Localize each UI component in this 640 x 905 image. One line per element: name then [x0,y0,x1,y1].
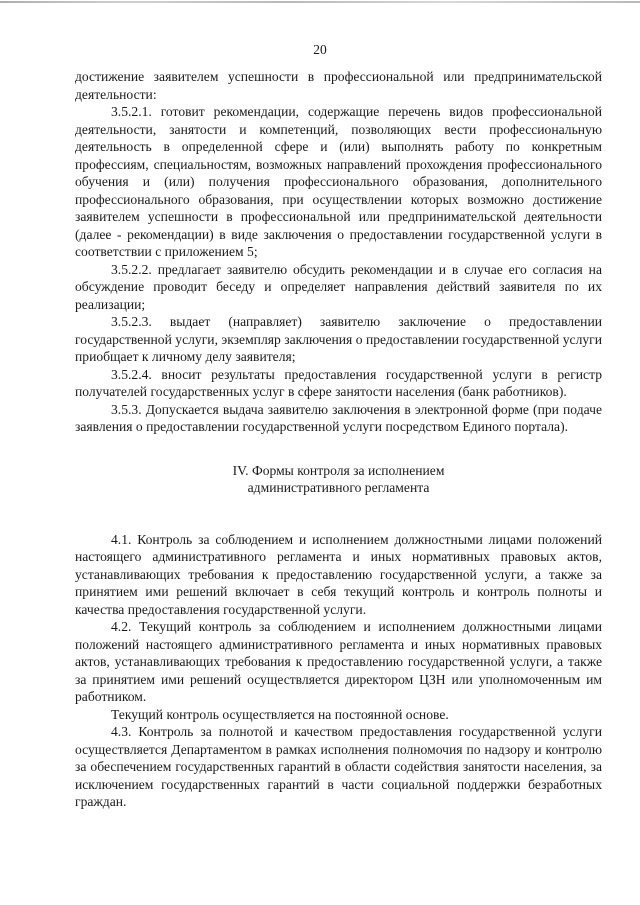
page-number: 20 [313,42,327,57]
section-heading [75,462,602,497]
paragraph-3-5-2-2: 3.5.2.2. предлагает заявителю обсудить рекомендации и в случае его согласия на обсуждение проводит беседу и определяет направления действий заявителя по их реализации; [75,261,602,312]
section-heading-line-1: IV. Формы контроля за исполнением [232,462,445,478]
paragraph-3-5-2-4: 3.5.2.4. вносит результаты предоставления государственной услуги в регистр получателей государственных услуг в сфере занятости населения (банк работников). [75,366,602,399]
paragraph-4-1: 4.1. Контроль за соблюдением и исполнением должностными лицами положений настоящего административного регламента и иных нормативных правовых актов, устанавливающих требования к предоставлению государственной услуги, а также за принятием ими решений включает в себя текущий контроль и контроль полноты и качества предоставления государственной услуги. [75,531,602,617]
paragraph-current-control: Текущий контроль осуществляется на постоянной основе. [111,706,449,722]
paragraph-3-5-3: 3.5.3. Допускается выдача заявителю заключения в электронной форме (при подаче заявления о предоставлении государственной услуги посредством Единого портала). [75,401,602,434]
paragraph-3-5-2-3: 3.5.2.3. выдает (направляет) заявителю заключение о предоставлении государственной услуги, экземпляр заключения о предоставлении государственной услуги приобщает к личному делу заявителя; [75,314,602,364]
paragraph-4-3: 4.3. Контроль за полнотой и качеством предоставления государственной услуги осуществляется Департаментом в рамках исполнения полномочия по надзору и контролю за обеспечением государственных гарантий в области содействия занятости населения, за исключением государственных гарантий в части социальной поддержки безработных граждан. [75,724,602,809]
paragraph-continuation: достижение заявителем успешности в профессиональной или предпринимательской деятельности: [75,69,602,102]
paragraph-3-5-2-1: 3.5.2.1. готовит рекомендации, содержащие перечень видов профессиональной деятельности, занятости и компетенций, позволяющих вести профессиональную деятельность в определенной сфере и (или) выполнять работу по конкретным профессиям, специальностям, возможных направлений прохождения профессионального обучения и (или) получения профессионального образования, дополнительного профессионального образования, при осуществлении которых возможно достижение заявителем успешности в профессиональной или предпринимательской деятельности (далее - рекомендации) в виде заключения о предоставлении государственной услуги в соответствии с приложением 5; [75,104,602,259]
section-heading-line-2: административного регламента [247,480,430,495]
document-body [75,68,602,811]
scan-edge-line [0,1,640,3]
paragraph-4-2: 4.2. Текущий контроль за соблюдением и исполнением должностными лицами положений настоящего административного регламента и иных нормативных правовых актов, устанавливающих требования к предоставлению государственной услуги, а также за принятием ими решений осуществляется директором ЦЗН или уполномоченным им работником. [75,619,602,704]
